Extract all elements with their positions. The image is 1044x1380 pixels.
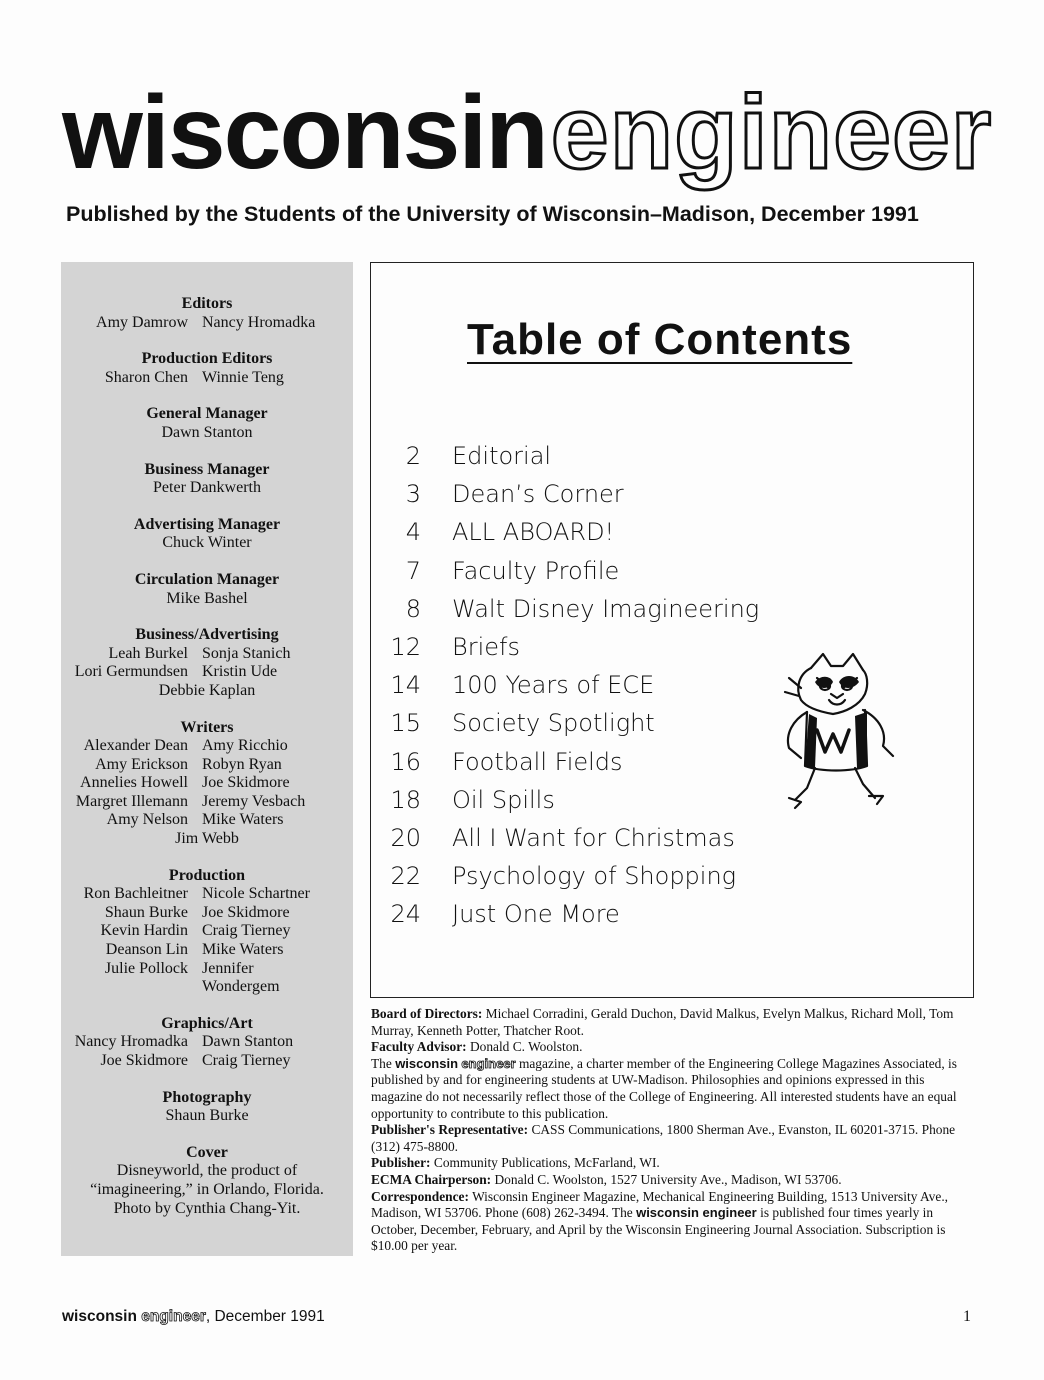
toc-article-title: Psychology of Shopping [452, 862, 737, 891]
staff-name: Sharon Chen [104, 368, 188, 386]
toc-page-number: 8 [405, 594, 421, 623]
staff-section [61, 1015, 353, 1071]
toc-page-number: 4 [405, 518, 421, 547]
staff-name: Amy Erickson [95, 755, 188, 773]
staff-name: Shaun Burke [165, 1107, 249, 1125]
toc-item [371, 857, 975, 895]
staff-name: Lori Germundsen [74, 663, 188, 681]
staff-name-row [61, 885, 353, 904]
staff-name: Dawn Stanton [202, 1033, 294, 1051]
staff-name: Joe Skidmore [202, 903, 290, 921]
staff-name: Peter Dankwerth [153, 479, 261, 497]
staff-name: Nancy Hromadka [202, 313, 316, 331]
toc-item [371, 552, 975, 590]
staff-name: Mike Waters [202, 941, 284, 959]
staff-section [61, 626, 353, 700]
staff-name-row [61, 756, 353, 775]
staff-section [61, 1089, 353, 1126]
staff-name: Ron Bachleitner [83, 885, 188, 903]
staff-name: Craig Tierney [202, 1052, 291, 1069]
staff-name-row [61, 793, 353, 812]
staff-name: Chuck Winter [162, 534, 252, 552]
staff-name: Sonja Stanich [202, 644, 291, 662]
toc-article-title: Football Fields [452, 747, 623, 776]
staff-section-title: Circulation Manager [134, 570, 280, 588]
staff-name-row [61, 1052, 353, 1071]
toc-article-title: Faculty Profile [452, 556, 620, 585]
toc-article-title: All I Want for Christmas [452, 823, 735, 852]
toc-item [371, 895, 975, 933]
staff-name: Deanson Lin [105, 941, 188, 959]
toc-item [371, 513, 975, 551]
staff-name: Winnie Teng [202, 368, 284, 386]
toc-page-number: 7 [405, 556, 421, 585]
staff-name: “imagineering,” in Orlando, Florida. [90, 1180, 324, 1198]
toc-item [371, 475, 975, 513]
staff-section [61, 295, 353, 332]
staff-name: Jennifer [202, 959, 254, 977]
bucky-badger-mascot-icon [771, 648, 903, 813]
staff-name: Mike Bashel [166, 589, 248, 607]
staff-name: Photo by Cynthia Chang-Yit. [113, 1199, 301, 1217]
advisor-line: Faculty Advisor: Donald C. Woolston. [371, 1039, 583, 1055]
toc-article-title: Dean’s Corner [452, 480, 624, 509]
staff-name: Alexander Dean [83, 737, 188, 755]
toc-page-number: 20 [390, 823, 421, 852]
staff-section-title: Graphics/Art [161, 1014, 253, 1032]
toc-page-number: 14 [390, 671, 421, 700]
staff-section [61, 461, 353, 498]
toc-article-title: Society Spotlight [452, 709, 655, 738]
masthead-wisconsin: wisconsin [62, 75, 547, 191]
staff-section [61, 719, 353, 849]
toc-title: Table of Contents [467, 315, 853, 364]
staff-name-row [61, 904, 353, 923]
staff-section-title: Editors [181, 295, 233, 312]
staff-section [61, 1144, 353, 1218]
staff-name: Craig Tierney [202, 922, 291, 940]
staff-name: Nicole Schartner [202, 885, 310, 903]
toc-page-number: 2 [405, 442, 421, 471]
toc-page-number: 24 [390, 900, 421, 929]
staff-name: Robyn Ryan [202, 755, 282, 773]
publisher-line: Publisher: Community Publications, McFarland, WI. [371, 1155, 660, 1171]
staff-name: Margret Illemann [75, 792, 188, 810]
staff-name: Shaun Burke [104, 903, 188, 921]
staff-name: Kevin Hardin [100, 922, 188, 940]
staff-section-title: Business/Advertising [135, 626, 279, 644]
toc-page-number: 16 [390, 747, 421, 776]
toc-article-title: Just One More [452, 900, 620, 929]
staff-name: Amy Nelson [106, 811, 188, 829]
staff-name: Debbie Kaplan [158, 681, 256, 699]
staff-name: Disneyworld, the product of [116, 1162, 298, 1180]
staff-name-row [61, 811, 353, 830]
table-of-contents [370, 262, 974, 998]
staff-section [61, 405, 353, 442]
toc-item [371, 590, 975, 628]
ecma-line: ECMA Chairperson: Donald C. Woolston, 1527 University Ave., Madison, WI 53706. [371, 1171, 842, 1187]
staff-name: Mike Waters [202, 811, 284, 829]
board-of-directors-info [371, 1006, 973, 1255]
masthead-logo [62, 75, 993, 191]
staff-name: Julie Pollock [104, 959, 188, 977]
directors-line: Board of Directors: Michael Corradini, Gerald Duchon, David Malkus, Evelyn Malkus, Richard Moll, Tom Murray, Kenneth Potter, Thatcher Root. [371, 1006, 954, 1038]
staff-name: Leah Burkel [108, 644, 188, 662]
staff-name: Jim Webb [175, 830, 239, 848]
toc-article-title: Briefs [452, 633, 520, 662]
staff-name-row [61, 663, 353, 682]
toc-page-number: 18 [390, 785, 421, 814]
toc-page-number: 3 [405, 480, 421, 509]
staff-section-title: Cover [186, 1143, 228, 1161]
staff-section-title: Writers [180, 718, 234, 736]
staff-name-row [61, 314, 353, 333]
toc-page-number: 12 [390, 633, 421, 662]
staff-name-row [61, 737, 353, 756]
staff-name: Kristin Ude [202, 663, 278, 681]
staff-name: Wondergem [202, 978, 280, 996]
staff-name-row [61, 922, 353, 941]
toc-article-title: Editorial [452, 442, 552, 471]
staff-name-row [61, 369, 353, 388]
staff-sidebar [61, 262, 353, 1256]
toc-article-title: 100 Years of ECE [452, 671, 655, 700]
staff-name: Dawn Stanton [161, 423, 253, 441]
rep-line: Publisher's Representative: CASS Communications, 1800 Sherman Ave., Evanston, IL 60201-3715. Phone (312) 475-8800. [371, 1122, 956, 1154]
staff-name-row [61, 774, 353, 793]
toc-page-number: 15 [390, 709, 421, 738]
staff-name-row [61, 1033, 353, 1052]
staff-section [61, 867, 353, 997]
staff-section [61, 516, 353, 553]
staff-section [61, 350, 353, 387]
toc-page-number: 22 [390, 862, 421, 891]
staff-name: Joe Skidmore [202, 774, 290, 792]
staff-section-title: General Manager [146, 405, 268, 423]
staff-section-title: Advertising Manager [133, 515, 281, 533]
staff-name: Amy Damrow [96, 313, 188, 331]
correspondence-line: Correspondence: Wisconsin Engineer Magazine, Mechanical Engineering Building, 1513 University Ave., Madison, WI 53706. Phone (608) 262-3494. The wisconsin engineer is published four times yearly in October, December, February, and April by the Wisconsin Engineering Journal Association. Subscription is $10.00 per year. [371, 1188, 949, 1254]
staff-name: Nancy Hromadka [74, 1033, 188, 1051]
staff-section-title: Production Editors [141, 350, 273, 368]
about-line: The wisconsin engineer magazine, a charter member of the Engineering College Magazines Associated, is published by and for engineering students at UW-Madison. Philosophies and opinions expressed in this magazine do not necessarily reflect those of the College of Engineering. All interested students have an equal opportunity to contribute to this publication. [371, 1055, 957, 1121]
staff-name: Joe Skidmore [100, 1052, 188, 1069]
staff-name: Jeremy Vesbach [202, 792, 306, 810]
masthead-engineer: engineer [550, 75, 993, 191]
staff-name: Annelies Howell [80, 774, 188, 792]
toc-article-title: Walt Disney Imagineering [452, 594, 760, 623]
toc-article-title: Oil Spills [452, 785, 555, 814]
staff-section-title: Production [168, 866, 246, 884]
staff-section-title: Business Manager [144, 460, 270, 478]
staff-name [61, 978, 202, 997]
publication-subtitle: Published by the Students of the University of Wisconsin–Madison, December 1991 [66, 202, 919, 226]
toc-item [371, 819, 975, 857]
staff-name-row [61, 978, 353, 997]
staff-name-row [61, 645, 353, 664]
staff-name-row [61, 941, 353, 960]
staff-name-row [61, 960, 353, 979]
staff-name: Amy Ricchio [202, 737, 288, 755]
footer-publication: wisconsin engineer, December 1991 [62, 1308, 325, 1325]
page-number: 1 [963, 1308, 971, 1325]
staff-section [61, 571, 353, 608]
toc-article-title: ALL ABOARD! [452, 518, 615, 547]
toc-item [371, 437, 975, 475]
staff-section-title: Photography [162, 1088, 252, 1106]
